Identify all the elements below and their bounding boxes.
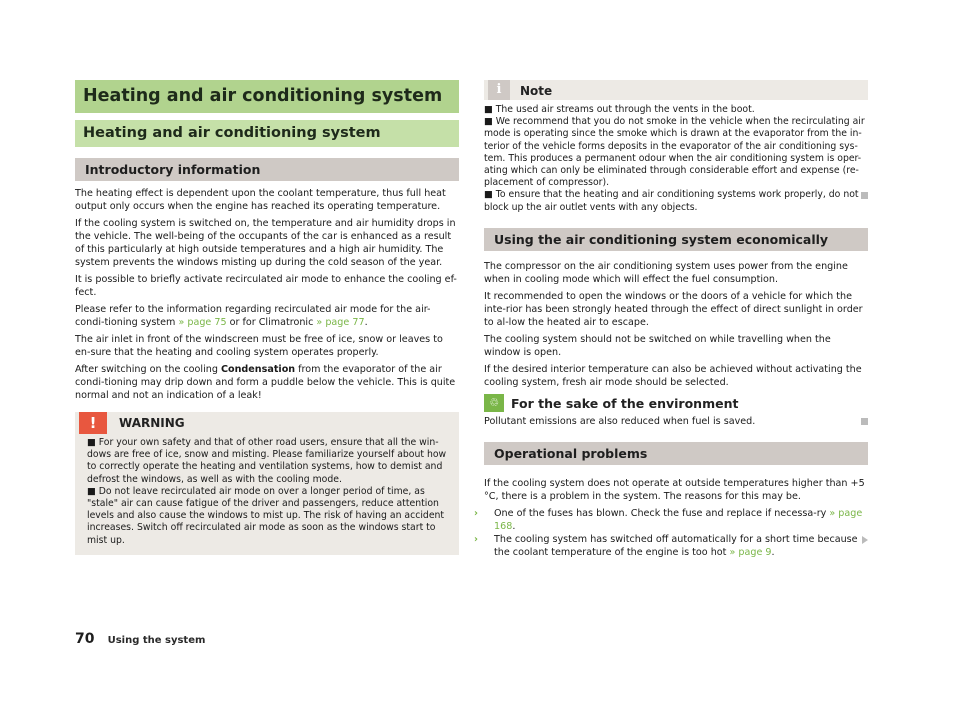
environment-title: For the sake of the environment <box>511 395 739 411</box>
continue-icon <box>862 536 868 544</box>
paragraph: The air inlet in front of the windscreen must be free of ice, snow or leaves to en-sure that the heating and cooling system operates properly. <box>75 334 443 358</box>
warning-header <box>75 412 459 432</box>
paragraph: After switching on the cooling Condensation from the evaporator of the air condi-tioning may drip down and form a puddle below the vehicle. This is quite normal and not an indication of a leak! <box>75 364 456 401</box>
paragraph: The compressor on the air conditioning system uses power from the engine when in cooling mode which will effect the fuel consumption. <box>484 260 848 285</box>
note-box <box>484 80 868 214</box>
section-end-icon <box>861 418 868 425</box>
paragraph: If the desired interior temperature can also be achieved without activating the cooling system, fresh air mode should be selected. <box>484 363 862 388</box>
page-link[interactable]: » page 75 <box>178 317 227 328</box>
paragraph: The cooling system should not be switched on while travelling when the window is open. <box>484 333 831 358</box>
arrow-icon: › <box>474 533 478 545</box>
arrow-icon: › <box>474 507 478 519</box>
intro-heading: Introductory information <box>75 158 459 181</box>
environment-header <box>484 393 868 415</box>
left-column <box>75 80 459 555</box>
warning-title: WARNING <box>119 416 185 430</box>
page-footer <box>75 628 205 647</box>
warning-icon: ! <box>79 412 107 434</box>
note-item: ■ The used air streams out through the vents in the boot. <box>484 104 755 115</box>
paragraph: It recommended to open the windows or the doors of a vehicle for which the inte-rior has been strongly heated through the effect of direct sunlight in order to al-low the heated air to escape. <box>484 290 863 328</box>
warning-item: ■ For your own safety and that of other road users, ensure that all the win-dows are free of ice, snow and misting. Please familiarize yourself about how to correctly operate the heating and ventilation systems, how to demist and defrost the windows, as well as with the cooling mode. <box>87 437 447 485</box>
note-title: Note <box>520 84 553 98</box>
right-column <box>474 80 868 563</box>
page-link[interactable]: » page 9 <box>729 546 772 558</box>
warning-item: ■ Do not leave recirculated air mode on over a longer period of time, as "stale" air can cause fatigue of the driver and passengers, reduce attention levels and also cause the windows to mist up. The risk of having an accident increases. Switch off recirculated air mode as soon as the windows start to mist up. <box>87 485 445 546</box>
section-heading: Heating and air conditioning system <box>75 120 459 147</box>
list-item: › One of the fuses has blown. Check the fuse and replace if necessa-ry » page 168. <box>474 507 863 532</box>
operational-heading: Operational problems <box>484 442 868 465</box>
note-item: ■ To ensure that the heating and air conditioning systems work properly, do not block up the air outlet vents with any objects. <box>484 189 868 213</box>
paragraph: Please refer to the information regarding recirculated air mode for the air-condi-tioning system » page 75 or for Climatronic » page 77. <box>75 304 431 328</box>
list-item: › The cooling system has switched off automatically for a short time because the coolant temperature of the engine is too hot » page 9. <box>484 533 868 559</box>
warning-body <box>75 432 459 547</box>
footer-section: Using the system <box>107 635 206 646</box>
chapter-heading: Heating and air conditioning system <box>75 80 459 113</box>
paragraph: It is possible to briefly activate recirculated air mode to enhance the cooling ef-fect. <box>75 274 457 298</box>
note-item: ■ We recommend that you do not smoke in the vehicle when the recirculating air mode is operating since the smoke which is drawn at the evaporator from the in-terior of the vehicle forms deposits in the evaporator of the air conditioning sys-tem. This produces a permanent odour when the air conditioning system is oper-ating which can only be eliminated through considerable effort and expense (re-placement of compressor). <box>484 116 865 189</box>
paragraph: Pollutant emissions are also reduced when fuel is saved. <box>484 415 868 428</box>
note-body <box>484 100 868 214</box>
paragraph: The heating effect is dependent upon the coolant temperature, thus full heat output only occurs when the engine has reached its operating temperature. <box>75 188 446 212</box>
page-number: 70 <box>75 631 95 647</box>
page-link[interactable]: » page 168 <box>494 507 863 532</box>
warning-box <box>75 412 459 555</box>
paragraph: If the cooling system does not operate at outside temperatures higher than +5 °C, there is a problem in the system. The reasons for this may be. <box>484 477 865 502</box>
note-header <box>484 80 868 100</box>
page-link[interactable]: » page 77 <box>316 317 365 328</box>
eco-heading: Using the air conditioning system economically <box>484 228 868 251</box>
recycle-icon: ♲ <box>484 394 504 412</box>
paragraph: If the cooling system is switched on, the temperature and air humidity drops in the vehicle. The well-being of the occupants of the car is enhanced as a result of this particularly at high outside temperatures and a high air humidity. The system prevents the windows misting up during the cold season of the year. <box>75 218 456 268</box>
section-end-icon <box>861 192 868 199</box>
info-icon: i <box>488 80 510 100</box>
